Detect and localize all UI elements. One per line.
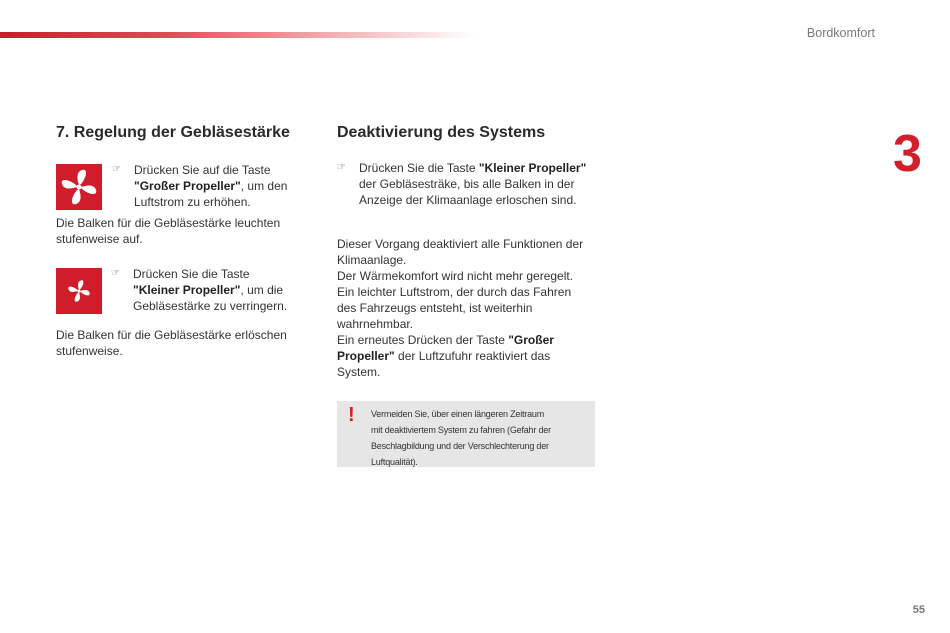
step-text: Drücken Sie die Taste bbox=[133, 267, 250, 281]
step-text: Drücken Sie die Taste bbox=[359, 161, 479, 175]
right-section-title: Deaktivierung des Systems bbox=[337, 124, 546, 141]
page-number: 55 bbox=[912, 604, 925, 616]
small-fan-key-label: "Kleiner Propeller" bbox=[478, 161, 587, 175]
warning-text: Vermeiden Sie, über einen längeren Zeitraum mit deaktiviertem System zu fahren (Gefahr der Beschlagbildung und der Verschlechterung der Luftqualität). bbox=[371, 409, 551, 467]
header-color-bar bbox=[0, 32, 475, 38]
warning-icon: ! bbox=[348, 404, 355, 426]
warning-box bbox=[337, 401, 595, 467]
step-text: , um die bbox=[240, 283, 284, 297]
step-text: der Gebläsesträke, bis alle Balken in der bbox=[359, 177, 575, 191]
decrease-step bbox=[111, 266, 311, 314]
step-text: , um den bbox=[240, 179, 288, 193]
step-text: Anzeige der Klimaanlage erloschen sind. bbox=[359, 193, 577, 207]
deactivate-step bbox=[337, 160, 617, 208]
large-fan-key-label: "Großer Propeller" bbox=[134, 179, 241, 193]
note-bars-light-up: Die Balken für die Gebläsestärke leuchten stufenweise auf. bbox=[56, 216, 281, 246]
step-text: Gebläsestärke zu verringern. bbox=[133, 299, 288, 313]
chapter-number: 3 bbox=[893, 125, 922, 183]
section-title: Bordkomfort bbox=[806, 26, 875, 40]
large-fan-icon bbox=[59, 167, 99, 207]
small-fan-button-image bbox=[56, 268, 102, 314]
increase-step bbox=[112, 162, 312, 210]
small-fan-icon bbox=[59, 271, 99, 311]
small-fan-key-label: "Kleiner Propeller" bbox=[133, 283, 241, 297]
pointing-hand-icon: ☞ bbox=[112, 164, 121, 175]
pointing-hand-icon: ☞ bbox=[337, 162, 346, 173]
deactivation-description: Dieser Vorgang deaktiviert alle Funktionen der Klimaanlage. Der Wärmekomfort wird nicht mehr geregelt. Ein leichter Luftstrom, der durch das Fahren des Fahrzeugs entsteht, ist weiterhin wahrnehmbar. Ein erneutes Drücken der Taste "Großer Propeller" der Luftzufuhr reaktiviert das System. bbox=[337, 237, 584, 379]
left-section-title: 7. Regelung der Gebläsestärke bbox=[56, 124, 290, 141]
step-text: Luftstrom zu erhöhen. bbox=[134, 195, 251, 209]
step-text: Drücken Sie auf die Taste bbox=[134, 163, 271, 177]
note-bars-go-out: Die Balken für die Gebläsestärke erlöschen stufenweise. bbox=[56, 328, 287, 358]
large-fan-button-image bbox=[56, 164, 102, 210]
pointing-hand-icon: ☞ bbox=[111, 268, 120, 279]
